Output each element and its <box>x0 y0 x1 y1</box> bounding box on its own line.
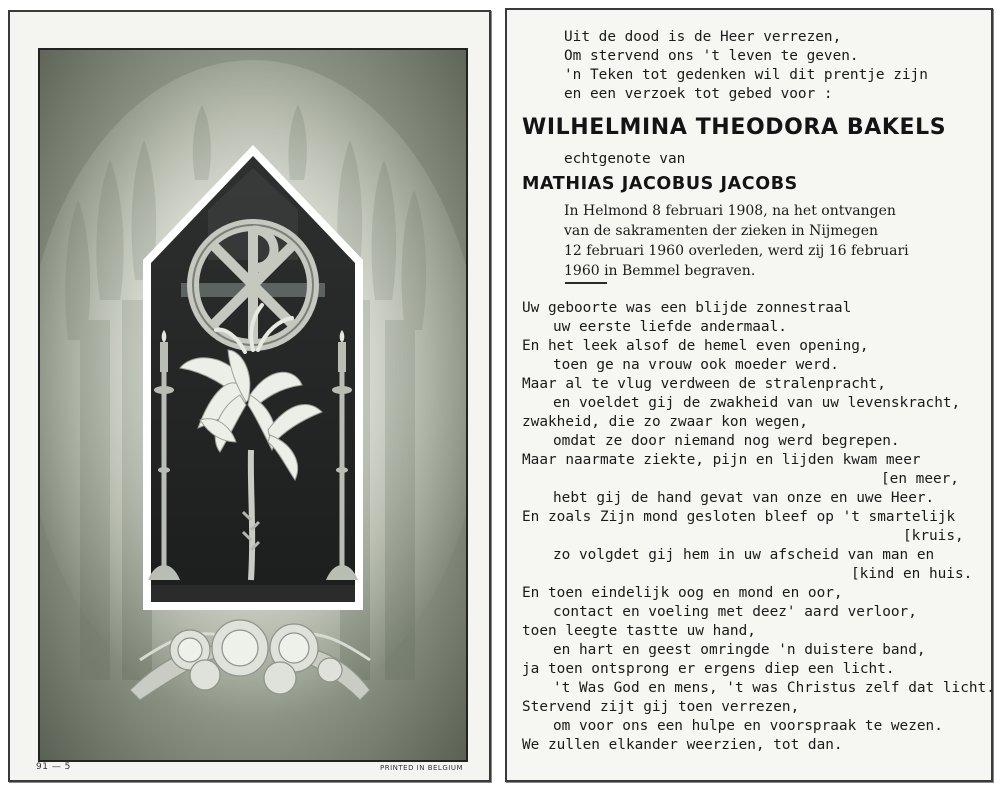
intro-line: en een verzoek tot gebed voor : <box>564 86 833 102</box>
poem-line: En toen eindelijk oog en mond en oor, <box>522 585 843 601</box>
intro-line: Uit de dood is de Heer verrezen, <box>564 29 842 45</box>
poem-line: toen leegte tastte uw hand, <box>522 623 756 639</box>
divider <box>565 282 607 284</box>
poem-line: en hart en geest omringde 'n duistere band, <box>553 642 926 658</box>
poem-line: Stervend zijt gij toen verrezen, <box>522 699 800 715</box>
spouse-relation: echtgenote van <box>564 151 686 167</box>
poem-line: We zullen elkander weerzien, tot dan. <box>522 737 843 753</box>
poem-line: Maar al te vlug verdween de stralenpracht, <box>522 376 886 392</box>
spouse-name: MATHIAS JACOBUS JACOBS <box>522 174 798 194</box>
print-code: 91 — 5 <box>36 762 71 772</box>
poem-line: om voor ons een hulpe en voorspraak te wezen. <box>553 718 943 734</box>
poem-line: zo volgdet gij hem in uw afscheid van man en <box>553 547 935 563</box>
printed-in-label: PRINTED IN BELGIUM <box>379 764 463 772</box>
biography-line: 12 februari 1960 overleden, werd zij 16 februari <box>564 243 909 259</box>
devotional-picture <box>38 48 468 762</box>
poem-line: Maar naarmate ziekte, pijn en lijden kwam meer <box>522 452 921 468</box>
biography-line: van de sakramenten der zieken in Nijmegen <box>564 223 879 239</box>
poem-line: Uw geboorte was een blijde zonnestraal <box>522 300 852 316</box>
poem-line: [kruis, <box>903 528 964 544</box>
poem-line: ja toen ontsprong er ergens diep een licht. <box>522 661 895 677</box>
poem-line: 't Was God en mens, 't was Christus zelf dat licht. <box>553 680 995 696</box>
deceased-name: WILHELMINA THEODORA BAKELS <box>522 115 947 140</box>
poem-line: contact en voeling met deez' aard verloor, <box>553 604 917 620</box>
intro-line: 'n Teken tot gedenken wil dit prentje zijn <box>564 67 928 83</box>
poem-line: omdat ze door niemand nog werd begrepen. <box>553 433 900 449</box>
intro-line: Om stervend ons 't leven te geven. <box>564 48 859 64</box>
poem-line: uw eerste liefde andermaal. <box>553 319 787 335</box>
poem-line: toen ge na vrouw ook moeder werd. <box>553 357 839 373</box>
poem-line: en voeldet gij de zwakheid van uw levenskracht, <box>553 395 961 411</box>
poem-line: [kind en huis. <box>851 566 973 582</box>
picture-card <box>8 10 491 782</box>
biography-line: In Helmond 8 februari 1908, na het ontvangen <box>564 203 896 219</box>
poem-line: En zoals Zijn mond gesloten bleef op 't smartelijk <box>522 509 956 525</box>
poem-line: En het leek alsof de hemel even opening, <box>522 338 869 354</box>
poem-line: hebt gij de hand gevat van onze en uwe Heer. <box>553 490 935 506</box>
devotional-illustration <box>40 50 466 760</box>
biography-line: 1960 in Bemmel begraven. <box>564 263 756 279</box>
poem-line: zwakheid, die zo zwaar kon wegen, <box>522 414 808 430</box>
text-card <box>505 8 993 782</box>
poem-line: [en meer, <box>881 471 959 487</box>
